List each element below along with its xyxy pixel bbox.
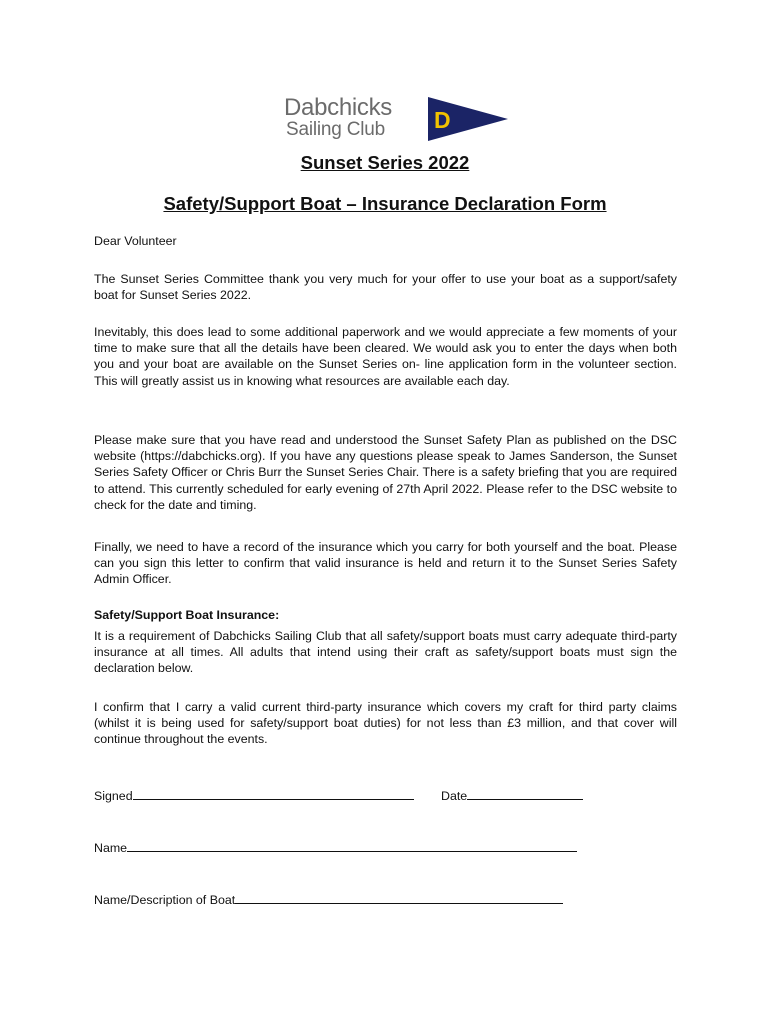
page-title: Sunset Series 2022	[300, 152, 470, 173]
paragraph-insurance-record: Finally, we need to have a record of the insurance which you carry for both yourself and the boat. Please can you sign this letter to confirm that valid insurance is held and return it to the Sunset Series Safety Admin Officer.	[94, 540, 677, 587]
date-line[interactable]	[467, 787, 583, 800]
signed-field	[94, 787, 414, 803]
form-title: Safety/Support Boat – Insurance Declaration Form	[163, 193, 607, 214]
logo-line-1: Dabchicks	[284, 94, 393, 121]
greeting: Dear Volunteer	[94, 234, 177, 248]
paragraph-safety-plan: Please make sure that you have read and understood the Sunset Safety Plan as published on the DSC website (https://dabchicks.org). If you have any questions please speak to James Sanderson, the Sunset Series Safety Officer or Chris Burr the Sunset Series Chair. There is a safety briefing that you are required to attend. This currently scheduled for early evening of 27th April 2022. Please refer to the DSC website to check for the date and timing.	[94, 433, 677, 512]
signed-label: Signed	[94, 789, 133, 803]
paragraph-paperwork: Inevitably, this does lead to some additional paperwork and we would appreciate a few moments of your time to make sure that all the details have been cleared. We would ask you to enter the days when both you and your boat are available on the Sunset Series on- line application form in the volunteer section. This will greatly assist us in knowing what resources are available each day.	[94, 325, 677, 388]
boat-field	[94, 891, 563, 907]
name-line[interactable]	[127, 839, 577, 852]
paragraph-requirement: It is a requirement of Dabchicks Sailing Club that all safety/support boats must carry adequate third-party insurance at all times. All adults that intend using their craft as safety/support boats must sign the declaration below.	[94, 629, 677, 676]
name-field	[94, 839, 577, 855]
name-label: Name	[94, 841, 128, 855]
logo-line-2: Sailing Club	[286, 119, 385, 140]
burgee-flag-icon	[426, 96, 510, 142]
signed-line[interactable]	[133, 787, 414, 800]
date-label: Date	[441, 789, 468, 803]
boat-line[interactable]	[235, 891, 563, 904]
burgee-letter: D	[434, 107, 451, 133]
boat-label: Name/Description of Boat	[94, 893, 236, 907]
insurance-heading: Safety/Support Boat Insurance:	[94, 608, 280, 622]
date-field	[441, 787, 583, 803]
paragraph-declaration: I confirm that I carry a valid current third-party insurance which covers my craft for third party claims (whilst it is being used for safety/support boat duties) for not less than £3 million, and that cover will continue throughout the events.	[94, 700, 677, 747]
club-logo	[284, 94, 514, 144]
paragraph-intro: The Sunset Series Committee thank you very much for your offer to use your boat as a support/safety boat for Sunset Series 2022.	[94, 272, 677, 303]
